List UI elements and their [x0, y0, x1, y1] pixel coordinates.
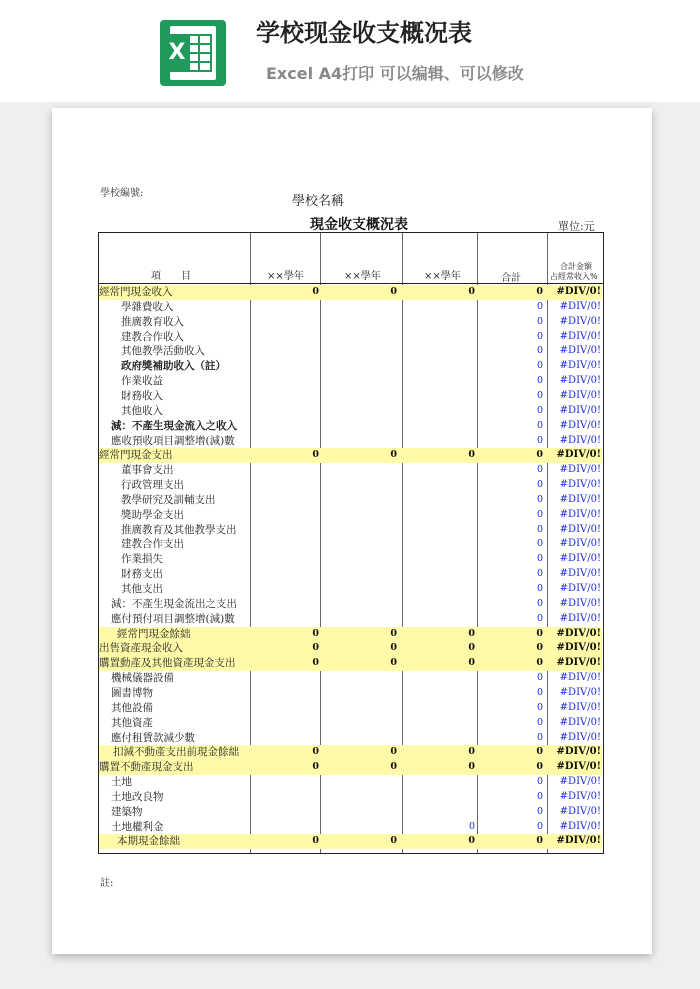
total-cell[interactable]: 0	[536, 479, 543, 491]
percent-cell[interactable]: #DIV/0!	[559, 612, 601, 624]
total-cell[interactable]: 0	[536, 434, 543, 446]
table-row	[99, 478, 602, 493]
percent-cell[interactable]: #DIV/0!	[559, 300, 601, 312]
year-value-cell[interactable]: 0	[468, 627, 475, 639]
percent-cell[interactable]: #DIV/0!	[559, 345, 601, 357]
percent-cell[interactable]: #DIV/0!	[559, 716, 601, 728]
percent-cell[interactable]: #DIV/0!	[559, 434, 601, 446]
row-label: 應付預付項目調整增(減)數	[111, 612, 235, 625]
year-value-cell[interactable]: 0	[390, 761, 397, 773]
total-cell[interactable]: 0	[536, 286, 543, 297]
table-row	[99, 463, 602, 478]
total-cell[interactable]: 0	[536, 686, 543, 698]
year-value-cell[interactable]: 0	[312, 449, 319, 461]
table-row	[99, 656, 602, 671]
year-value-cell[interactable]: 0	[468, 657, 475, 669]
row-label: 購置動產及其他資產現金支出	[99, 657, 236, 670]
percent-cell[interactable]: #DIV/0!	[559, 583, 601, 594]
table-row	[99, 731, 602, 746]
percent-cell[interactable]: #DIV/0!	[559, 776, 601, 788]
year-value-cell[interactable]: 0	[390, 449, 397, 461]
year-value-cell[interactable]: 0	[312, 642, 319, 654]
table-row	[99, 805, 602, 820]
total-cell[interactable]: 0	[536, 360, 543, 372]
table-row	[99, 597, 602, 612]
percent-cell[interactable]: #DIV/0!	[559, 464, 601, 476]
row-label: 財務收入	[121, 389, 163, 402]
row-label: 減：不產生現金流入之收入	[111, 419, 237, 432]
row-label: 建築物	[111, 805, 143, 818]
table-row	[99, 582, 602, 597]
percent-cell[interactable]: #DIV/0!	[559, 790, 601, 802]
excel-icon-letter: X	[164, 34, 190, 72]
year-value-cell[interactable]: 0	[390, 642, 397, 654]
table-row	[99, 612, 602, 627]
row-label: 推廣教育收入	[121, 315, 184, 328]
year-value-cell[interactable]: 0	[390, 627, 397, 639]
row-label: 圖書博物	[111, 686, 153, 699]
percent-cell[interactable]: #DIV/0!	[556, 761, 601, 773]
total-cell[interactable]: 0	[536, 315, 543, 327]
total-cell[interactable]: 0	[536, 464, 543, 476]
percent-cell[interactable]: #DIV/0!	[559, 568, 601, 580]
row-label: 土地改良物	[111, 790, 164, 803]
year-value-cell[interactable]: 0	[468, 835, 475, 847]
percent-cell[interactable]: #DIV/0!	[559, 360, 601, 372]
year-value-cell[interactable]: 0	[468, 449, 475, 461]
percent-cell[interactable]: #DIV/0!	[559, 731, 601, 743]
row-label: 作業收益	[121, 375, 163, 388]
year-value-cell[interactable]: 0	[468, 746, 475, 758]
row-label: 購置不動產現金支出	[99, 761, 194, 774]
total-cell[interactable]: 0	[536, 300, 543, 312]
row-label: 建教合作支出	[121, 538, 184, 551]
row-label: 教學研究及訓輔支出	[121, 493, 216, 506]
unit-label: 單位:元	[558, 220, 595, 233]
percent-cell[interactable]: #DIV/0!	[559, 493, 601, 505]
table-row	[99, 820, 602, 835]
total-cell[interactable]: 0	[536, 731, 543, 743]
table-row	[99, 285, 602, 300]
cash-flow-table	[98, 232, 604, 854]
percent-cell[interactable]: #DIV/0!	[559, 315, 601, 327]
year-value-cell[interactable]: 0	[468, 820, 475, 832]
header-separator	[99, 283, 603, 284]
row-label: 行政管理支出	[121, 479, 184, 492]
header-year-3: ××學年	[424, 271, 461, 282]
percent-cell[interactable]: #DIV/0!	[559, 389, 601, 401]
total-cell[interactable]: 0	[536, 657, 543, 669]
total-cell[interactable]: 0	[536, 612, 543, 624]
row-label: 其他資產	[111, 716, 153, 729]
year-value-cell[interactable]: 0	[468, 761, 475, 773]
header-pct-line-2: 占經常收入%	[550, 272, 598, 281]
percent-cell[interactable]: #DIV/0!	[559, 508, 601, 520]
table-row	[99, 523, 602, 538]
total-cell[interactable]: 0	[536, 820, 543, 832]
percent-cell[interactable]: #DIV/0!	[559, 686, 601, 698]
total-cell[interactable]: 0	[536, 345, 543, 357]
total-cell[interactable]: 0	[536, 672, 543, 684]
table-row	[99, 760, 602, 775]
table-row	[99, 419, 602, 434]
total-cell[interactable]: 0	[536, 389, 543, 401]
table-row	[99, 701, 602, 716]
total-cell[interactable]: 0	[536, 330, 543, 342]
banner	[0, 0, 700, 102]
percent-cell[interactable]: #DIV/0!	[559, 419, 601, 431]
row-label: 其他支出	[121, 583, 163, 595]
table-row	[99, 359, 602, 374]
year-value-cell[interactable]: 0	[390, 746, 397, 758]
percent-cell[interactable]: #DIV/0!	[559, 479, 601, 491]
percent-cell[interactable]: #DIV/0!	[559, 553, 601, 565]
year-value-cell[interactable]: 0	[312, 286, 319, 297]
school-name: 學校名稱	[292, 194, 345, 209]
total-cell[interactable]: 0	[536, 746, 543, 758]
table-row	[99, 389, 602, 404]
percent-cell[interactable]: #DIV/0!	[559, 820, 601, 832]
year-value-cell[interactable]: 0	[390, 286, 397, 297]
year-value-cell[interactable]: 0	[468, 642, 475, 654]
percent-cell[interactable]: #DIV/0!	[559, 330, 601, 342]
row-label: 機械儀器設備	[111, 672, 174, 685]
total-cell[interactable]: 0	[536, 776, 543, 788]
row-label: 經常門現金支出	[99, 449, 173, 462]
percent-cell[interactable]: #DIV/0!	[559, 375, 601, 387]
table-row	[99, 716, 602, 731]
total-cell[interactable]: 0	[536, 716, 543, 728]
row-label: 土地	[111, 776, 132, 789]
table-row	[99, 567, 602, 582]
year-value-cell[interactable]: 0	[468, 286, 475, 297]
year-value-cell[interactable]: 0	[312, 657, 319, 669]
total-cell[interactable]: 0	[536, 538, 543, 550]
banner-title: 学校现金收支概况表	[256, 19, 472, 47]
table-row	[99, 537, 602, 552]
year-value-cell[interactable]: 0	[312, 746, 319, 758]
row-label: 經常門現金餘絀	[117, 627, 191, 640]
table-row	[99, 671, 602, 686]
total-cell[interactable]: 0	[536, 419, 543, 431]
percent-cell[interactable]: #DIV/0!	[556, 627, 601, 639]
header-total: 合計	[501, 273, 521, 284]
row-label: 建教合作收入	[121, 330, 184, 343]
percent-cell[interactable]: #DIV/0!	[556, 746, 601, 758]
year-value-cell[interactable]: 0	[390, 835, 397, 847]
total-cell[interactable]: 0	[536, 493, 543, 505]
row-label: 作業損失	[121, 553, 163, 566]
table-row	[99, 344, 602, 359]
total-cell[interactable]: 0	[536, 642, 543, 654]
header-year-1: ××學年	[267, 271, 304, 282]
table-row	[99, 686, 602, 701]
row-label: 應收預收項目調整增(減)數	[111, 434, 235, 447]
percent-cell[interactable]: #DIV/0!	[559, 538, 601, 550]
row-label: 獎助學金支出	[121, 508, 184, 521]
row-label: 土地權利金	[111, 820, 164, 833]
document-sheet	[52, 108, 652, 954]
row-label: 學雜費收入	[121, 300, 174, 313]
row-label: 應付租賃款減少數	[111, 731, 195, 744]
row-label: 其他教學活動收入	[121, 345, 205, 358]
total-cell[interactable]: 0	[536, 568, 543, 580]
total-cell[interactable]: 0	[536, 404, 543, 416]
row-label: 減：不產生現金流出之支出	[111, 597, 237, 610]
table-row	[99, 552, 602, 567]
total-cell[interactable]: 0	[536, 583, 543, 594]
year-value-cell[interactable]: 0	[312, 627, 319, 639]
row-label: 政府獎補助收入（註）	[121, 360, 226, 373]
total-cell[interactable]: 0	[536, 805, 543, 817]
row-label: 董事會支出	[121, 464, 174, 477]
total-cell[interactable]: 0	[536, 449, 543, 461]
table-row	[99, 300, 602, 315]
total-cell[interactable]: 0	[536, 701, 543, 713]
total-cell[interactable]: 0	[536, 508, 543, 520]
table-row	[99, 508, 602, 523]
table-row	[99, 404, 602, 419]
percent-cell[interactable]: #DIV/0!	[559, 805, 601, 817]
total-cell[interactable]: 0	[536, 627, 543, 639]
total-cell[interactable]: 0	[536, 597, 543, 609]
table-row	[99, 330, 602, 345]
table-row	[99, 834, 602, 849]
table-row	[99, 790, 602, 805]
total-cell[interactable]: 0	[536, 523, 543, 535]
table-title: 現金收支概況表	[310, 217, 408, 233]
total-cell[interactable]: 0	[536, 375, 543, 387]
percent-cell[interactable]: #DIV/0!	[559, 404, 601, 416]
school-id-label: 學校編號:	[100, 188, 144, 199]
total-cell[interactable]: 0	[536, 553, 543, 565]
total-cell[interactable]: 0	[536, 835, 543, 847]
header-item: 項 目	[151, 271, 191, 282]
percent-cell[interactable]: #DIV/0!	[556, 642, 601, 654]
row-label: 其他收入	[121, 404, 163, 417]
table-row	[99, 434, 602, 449]
row-label: 財務支出	[121, 568, 163, 581]
year-value-cell[interactable]: 0	[390, 657, 397, 669]
total-cell[interactable]: 0	[536, 790, 543, 802]
table-row	[99, 627, 602, 642]
percent-cell[interactable]: #DIV/0!	[559, 672, 601, 684]
table-row	[99, 315, 602, 330]
percent-cell[interactable]: #DIV/0!	[556, 657, 601, 669]
row-label: 推廣教育及其他教學支出	[121, 523, 237, 536]
percent-cell[interactable]: #DIV/0!	[556, 286, 601, 297]
header-pct-line-1: 合計金額	[560, 262, 592, 271]
table-row	[99, 448, 602, 463]
row-label: 經常門現金收入	[99, 286, 173, 298]
row-label: 出售資產現金收入	[99, 642, 183, 655]
year-value-cell[interactable]: 0	[312, 761, 319, 773]
percent-cell[interactable]: #DIV/0!	[559, 597, 601, 609]
table-row	[99, 374, 602, 389]
banner-subtitle: Excel A4打印 可以编辑、可以修改	[266, 64, 524, 83]
table-row	[99, 775, 602, 790]
table-row	[99, 493, 602, 508]
percent-cell[interactable]: #DIV/0!	[556, 835, 601, 847]
percent-cell[interactable]: #DIV/0!	[559, 701, 601, 713]
footnote: 註:	[100, 878, 114, 889]
row-label: 其他設備	[111, 701, 153, 714]
percent-cell[interactable]: #DIV/0!	[556, 449, 601, 461]
row-label: 本期現金餘絀	[117, 835, 180, 848]
table-row	[99, 745, 602, 760]
year-value-cell[interactable]: 0	[312, 835, 319, 847]
table-row	[99, 641, 602, 656]
total-cell[interactable]: 0	[536, 761, 543, 773]
header-year-2: ××學年	[344, 271, 381, 282]
percent-cell[interactable]: #DIV/0!	[559, 523, 601, 535]
excel-icon	[160, 20, 226, 86]
row-label: 扣減不動產支出前現金餘絀	[113, 746, 239, 759]
